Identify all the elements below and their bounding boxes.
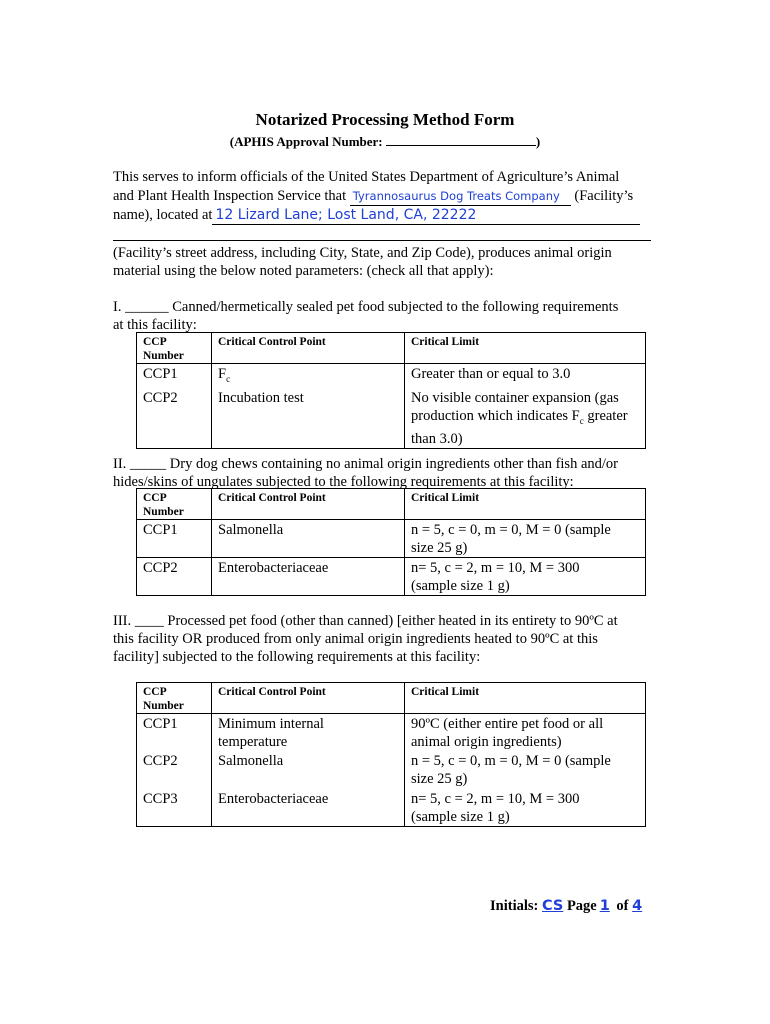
section-2-line-1 (113, 455, 653, 473)
address-field[interactable] (212, 206, 640, 225)
critical-limit-cell: Greater than or equal to 3.0 (405, 364, 646, 388)
page-label: Page (566, 898, 597, 914)
intro-line-3 (113, 206, 653, 225)
facility-name-field[interactable] (350, 187, 571, 206)
address-continuation-line[interactable] (113, 240, 651, 241)
section-2-check-blank[interactable]: _____ (129, 456, 167, 472)
header-critical-control-point: Critical Control Point (212, 489, 405, 520)
table-header-row (137, 489, 646, 520)
control-point-cell: Salmonella (212, 520, 405, 558)
control-point-cell: Minimum internal temperature (212, 714, 405, 752)
address-value: 12 Lizard Lane; Lost Land, CA, 22222 (215, 207, 477, 223)
section-1-numeral: I. (113, 299, 122, 315)
table-row (137, 714, 646, 752)
approval-number-field[interactable] (386, 133, 536, 146)
section-3-check-blank[interactable]: ____ (134, 613, 164, 629)
page-number-value[interactable]: 1 (599, 898, 610, 914)
header-ccp-number: CCP Number (137, 333, 212, 364)
section-3-text: Processed pet food (other than canned) [either heated in its entirety to 90ºC at (167, 613, 618, 629)
table-dry-chews (136, 488, 646, 596)
approval-number-line (0, 133, 770, 151)
header-critical-limit: Critical Limit (405, 489, 646, 520)
table-processed (136, 682, 646, 827)
approval-label: (APHIS Approval Number: (229, 134, 383, 149)
approval-close: ) (535, 134, 541, 149)
section-1-line-1 (113, 298, 653, 316)
ccp-cell: CCP1 (137, 364, 212, 388)
intro-line-2 (113, 187, 653, 206)
section-3-line-3: facility] subjected to the following requirements at this facility: (113, 649, 481, 665)
initials-label: Initials: (490, 898, 539, 914)
table-header-row (137, 333, 646, 364)
section-1-check-blank[interactable]: ______ (125, 299, 169, 315)
initials-value[interactable]: CS (541, 898, 564, 914)
intro-line-3-pre: name), located at (113, 207, 213, 223)
header-critical-limit: Critical Limit (405, 683, 646, 714)
control-point-cell: Enterobacteriaceae (212, 558, 405, 596)
header-critical-control-point: Critical Control Point (212, 333, 405, 364)
intro-line-5: material using the below noted parameters: (check all that apply): (113, 263, 494, 279)
header-critical-limit: Critical Limit (405, 333, 646, 364)
section-2-numeral: II. (113, 456, 127, 472)
section-2-line-2: hides/skins of ungulates subjected to the following requirements at this facility: (113, 474, 574, 490)
control-point-cell: $F_c$ (212, 364, 405, 388)
critical-limit-cell: n = 5, c = 0, m = 0, M = 0 (sample size 25 g) (405, 751, 646, 788)
control-point-cell: Incubation test (212, 388, 405, 448)
section-3-line-1 (113, 612, 653, 630)
header-ccp-number: CCP Number (137, 489, 212, 520)
of-label: of (616, 898, 629, 914)
section-1-text: Canned/hermetically sealed pet food subjected to the following requirements (172, 299, 619, 315)
ccp-cell: CCP1 (137, 714, 212, 752)
ccp-cell: CCP3 (137, 788, 212, 827)
control-point-cell: Enterobacteriaceae (212, 788, 405, 827)
ccp-cell: CCP2 (137, 558, 212, 596)
page-total-value[interactable]: 4 (632, 898, 643, 914)
section-1-line-2: at this facility: (113, 317, 197, 333)
table-row (137, 558, 646, 596)
table-row (137, 364, 646, 388)
control-point-cell: Salmonella (212, 751, 405, 788)
table-row (137, 751, 646, 788)
facility-name-value: Tyrannosaurus Dog Treats Company (352, 189, 560, 203)
intro-line-2-post: (Facility’s (574, 188, 634, 204)
section-2-text: Dry dog chews containing no animal origin ingredients other than fish and/or (169, 456, 618, 472)
table-row (137, 520, 646, 558)
intro-line-1: This serves to inform officials of the United States Department of Agriculture’s Animal (113, 169, 620, 185)
form-title: Notarized Processing Method Form (255, 110, 515, 129)
intro-line-2-pre: and Plant Health Inspection Service that (113, 188, 347, 204)
header-critical-control-point: Critical Control Point (212, 683, 405, 714)
table-header-row (137, 683, 646, 714)
critical-limit-cell: n = 5, c = 0, m = 0, M = 0 (sample size 25 g) (405, 520, 646, 558)
critical-limit-cell: n= 5, c = 2, m = 10, M = 300 (sample size 1 g) (405, 788, 646, 827)
initials-page-footer (490, 897, 656, 915)
table-row (137, 388, 646, 448)
ccp-cell: CCP2 (137, 751, 212, 788)
ccp-cell: CCP2 (137, 388, 212, 448)
section-3-numeral: III. (113, 613, 132, 629)
critical-limit-cell: No visible container expansion (gas production which indicates $F_c$ greater than 3.0) (405, 388, 646, 448)
ccp-cell: CCP1 (137, 520, 212, 558)
intro-line-4: (Facility’s street address, including City, State, and Zip Code), produces animal origin (113, 245, 612, 261)
section-3-line-2: this facility OR produced from only animal origin ingredients heated to 90ºC at this (113, 631, 598, 647)
critical-limit-cell: n= 5, c = 2, m = 10, M = 300 (sample size 1 g) (405, 558, 646, 596)
table-row (137, 788, 646, 827)
critical-limit-cell: 90ºC (either entire pet food or all animal origin ingredients) (405, 714, 646, 752)
header-ccp-number: CCP Number (137, 683, 212, 714)
table-canned (136, 332, 646, 449)
